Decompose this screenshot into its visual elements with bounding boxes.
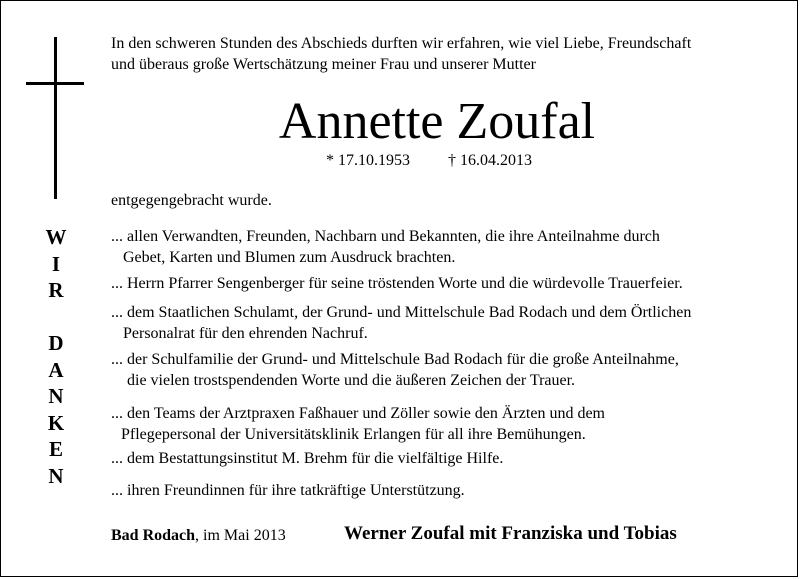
death-date: † 16.04.2013 <box>448 152 532 169</box>
thanks-item <box>111 349 679 391</box>
thanks-item-line: ... ihren Freundinnen für ihre tatkräftige Unterstützung. <box>111 482 465 499</box>
thanks-item <box>111 226 660 268</box>
intro-line: und überaus große Wertschätzung meiner Frau und unserer Mutter <box>111 56 536 73</box>
cross-icon-horizontal-bar <box>26 82 84 85</box>
family-signature: Werner Zoufal mit Franziska und Tobias <box>344 523 677 544</box>
place-and-date <box>111 526 286 546</box>
thanks-item <box>111 273 683 294</box>
place-name: Bad Rodach <box>111 527 196 544</box>
intro-continuation: entgegengebracht wurde. <box>111 192 272 209</box>
thanks-item-line: ... den Teams der Arztpraxen Faßhauer und Zöller sowie den Ärzten und dem <box>111 405 605 422</box>
deceased-name: Annette Zoufal <box>278 93 596 150</box>
notice-date: , im Mai 2013 <box>195 527 286 544</box>
thanks-item-line: Personalrat für den ehrenden Nachruf. <box>123 325 368 342</box>
vertical-thanks-text <box>38 224 74 489</box>
thanks-letter: N <box>48 463 64 488</box>
intro-paragraph <box>111 33 691 75</box>
thanks-item-line: ... dem Staatlichen Schulamt, der Grund- und Mittelschule Bad Rodach und dem Örtlichen <box>111 304 692 321</box>
thanks-word-gap <box>38 304 74 331</box>
thanks-letter: N <box>48 384 64 408</box>
thanks-item-line: ... der Schulfamilie der Grund- und Mittelschule Bad Rodach für die große Anteilnahme, <box>111 351 679 368</box>
thanks-letter: R <box>48 278 64 302</box>
thanks-item-line: die vielen trostspendenden Worte und die äußeren Zeichen der Trauer. <box>127 372 576 389</box>
thanks-letter: W <box>45 225 67 249</box>
thanks-letter: E <box>48 437 63 461</box>
thanks-item-line: ... dem Bestattungsinstitut M. Brehm für die vielfältige Hilfe. <box>111 450 504 467</box>
thanks-letter: K <box>47 410 65 435</box>
birth-date: * 17.10.1953 <box>326 152 410 169</box>
thanks-item <box>111 302 691 344</box>
thanks-item-line: Gebet, Karten und Blumen zum Ausdruck brachten. <box>123 249 456 266</box>
intro-line: In den schweren Stunden des Abschieds durften wir erfahren, wie viel Liebe, Freundschaft <box>111 35 692 52</box>
thanks-letter: D <box>48 331 64 355</box>
thanks-letter: A <box>48 357 64 382</box>
thanks-item-line: ... allen Verwandten, Freunden, Nachbarn und Bekannten, die ihre Anteilnahme durch <box>111 228 660 245</box>
life-dates <box>326 151 532 171</box>
thanks-item <box>111 480 465 501</box>
thanks-item <box>111 448 503 469</box>
thanks-item <box>111 403 605 445</box>
thanks-item-line: Pflegepersonal der Universitätsklinik Erlangen für all ihre Bemühungen. <box>121 426 586 443</box>
thanks-item-line: ... Herrn Pfarrer Sengenberger für seine tröstenden Worte und die würdevolle Trauerfeier. <box>111 275 683 292</box>
thanks-letter: I <box>51 251 61 276</box>
